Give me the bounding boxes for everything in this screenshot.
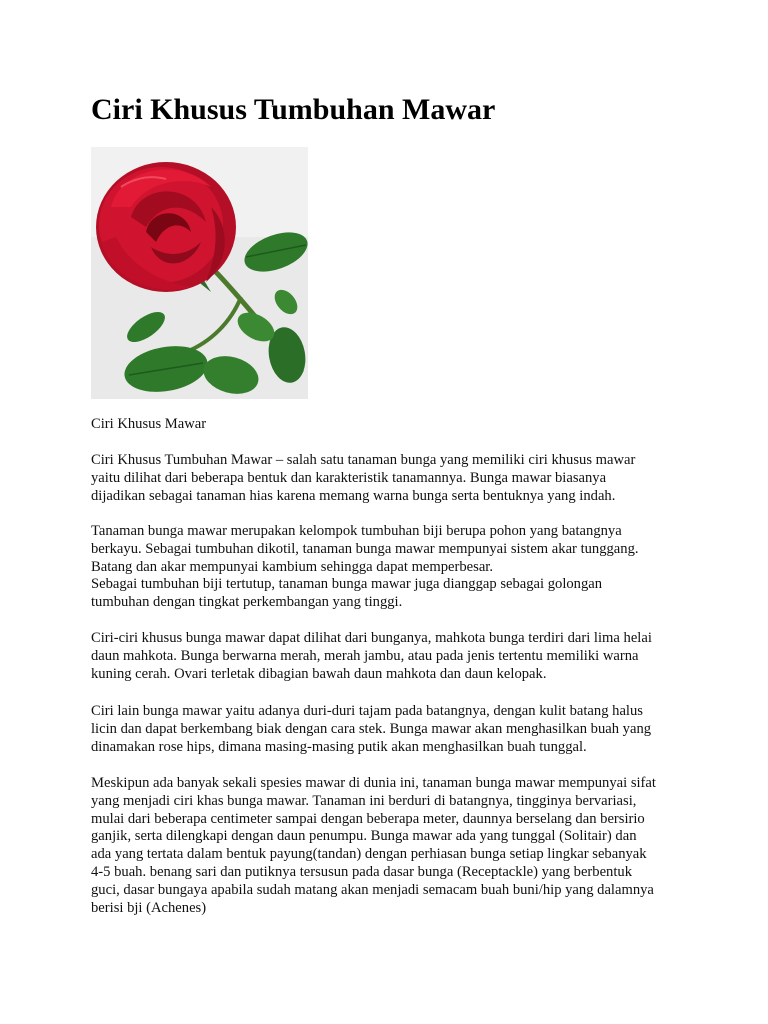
paragraph-line: Ciri Khusus Tumbuhan Mawar – salah satu tanaman bunga yang memiliki ciri khusus mawar xyxy=(91,452,636,468)
paragraph-2 xyxy=(91,523,691,612)
paragraph-5 xyxy=(91,775,691,917)
document-title: Ciri Khusus Tumbuhan Mawar xyxy=(91,93,496,126)
paragraph-line: Ciri-ciri khusus bunga mawar dapat dilihat dari bunganya, mahkota bunga terdiri dari lima helai xyxy=(91,630,652,646)
paragraph-line: berisi bji (Achenes) xyxy=(91,899,207,916)
paragraph-3 xyxy=(91,630,691,683)
paragraph-line: dijadikan sebagai tanaman hias karena memang warna bunga serta bentuknya yang indah. xyxy=(91,487,616,504)
paragraph-1 xyxy=(91,452,691,505)
paragraph-line: 4-5 buah. benang sari dan putiknya tersusun pada dasar bunga (Receptackle) yang berbentuk xyxy=(91,863,632,880)
paragraph-line: Sebagai tumbuhan biji tertutup, tanaman bunga mawar juga dianggap sebagai golongan xyxy=(91,576,603,593)
paragraph-line: mulai dari beberapa centimeter sampai dengan beberapa meter, daunnya berselang dan bersirio xyxy=(91,810,645,827)
paragraph-line: Ciri lain bunga mawar yaitu adanya duri-duri tajam pada batangnya, dengan kulit batang halus xyxy=(91,703,643,719)
paragraph-line: ganjik, serta dilengkapi dengan daun penumpu. Bunga mawar ada yang tunggal (Solitair) dan xyxy=(91,828,637,845)
paragraph-line: licin dan dapat berkembang biak dengan cara stek. Bunga mawar akan menghasilkan buah yang xyxy=(91,720,652,737)
paragraph-line: Tanaman bunga mawar merupakan kelompok tumbuhan biji berupa pohon yang batangnya xyxy=(91,523,622,539)
paragraph-line: kuning cerah. Ovari terletak dibagian bawah daun mahkota dan daun kelopak. xyxy=(91,665,547,682)
paragraph-4 xyxy=(91,703,691,756)
paragraph-line: guci, dasar bungaya apabila sudah matang akan menjadi semacam buah buni/hip yang dalamnya xyxy=(91,881,654,898)
paragraph-line: yaitu dilihat dari beberapa bentuk dan karakteristik tanamannya. Bunga mawar biasanya xyxy=(91,469,607,486)
paragraph-line: dinamakan rose hips, dimana masing-masing putik akan menghasilkan buah tunggal. xyxy=(91,738,587,755)
image-caption: Ciri Khusus Mawar xyxy=(91,416,207,432)
paragraph-line: daun mahkota. Bunga berwarna merah, merah jambu, atau pada jenis tertentu memiliki warna xyxy=(91,647,639,664)
paragraph-line: tumbuhan dengan tingkat perkembangan yang tinggi. xyxy=(91,594,403,611)
paragraph-line: berkayu. Sebagai tumbuhan dikotil, tanaman bunga mawar mempunyai sistem akar tunggang. xyxy=(91,540,639,557)
paragraph-line: ada yang tertata dalam bentuk payung(tandan) dengan perhiasan bunga setiap lingkar sebanyak xyxy=(91,846,647,863)
paragraph-line: Batang dan akar mempunyai kambium sehingga dapat memperbesar. xyxy=(91,558,494,575)
paragraph-line: yang menjadi ciri khas bunga mawar. Tanaman ini berduri di batangnya, tingginya bervariasi, xyxy=(91,792,637,809)
paragraph-line: Meskipun ada banyak sekali spesies mawar di dunia ini, tanaman bunga mawar mempunyai sifat xyxy=(91,775,656,791)
red-rose-photo-icon xyxy=(91,147,308,399)
